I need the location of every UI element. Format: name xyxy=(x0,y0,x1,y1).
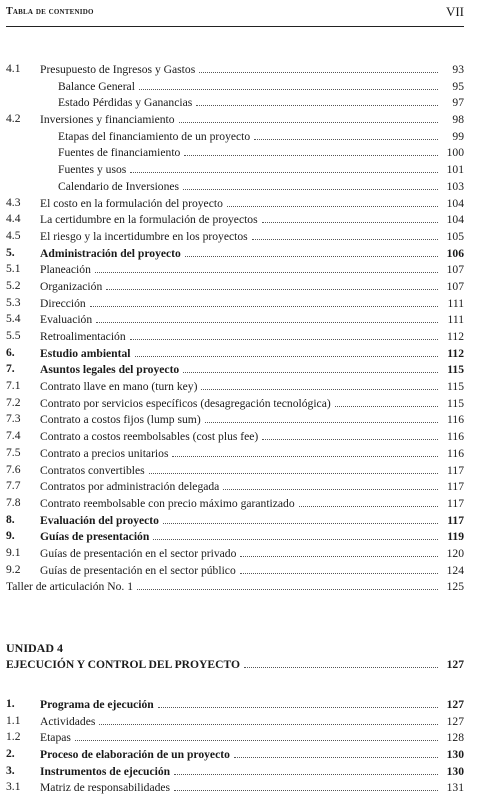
dot-leader xyxy=(199,61,438,73)
toc-entry-number: 5.4 xyxy=(6,312,21,326)
dot-leader xyxy=(184,144,438,156)
toc-entry-page: 98 xyxy=(452,113,464,127)
toc-entry-number: 7.3 xyxy=(6,412,21,426)
unit-heading xyxy=(6,656,464,673)
toc-entry-body xyxy=(40,729,464,747)
toc-entry[interactable] xyxy=(6,696,464,713)
toc-entry-body xyxy=(40,195,464,213)
toc-entry-label: Contrato llave en mano (turn key) xyxy=(40,379,199,396)
toc-entry-body xyxy=(40,545,464,563)
toc-entry-page: 127 xyxy=(446,698,464,711)
toc-entry-body xyxy=(40,478,464,496)
toc-entry-page: 116 xyxy=(447,430,464,444)
toc-entry-label: Matriz de responsabilidades xyxy=(40,780,172,797)
toc-entry-label: Etapas del financiamiento de un proyecto xyxy=(58,129,252,146)
toc-entry-number: 7.2 xyxy=(6,395,21,409)
toc-entry-label: El costo en la formulación del proyecto xyxy=(40,196,225,213)
toc-entry-body xyxy=(40,746,464,764)
toc-entry-body xyxy=(40,445,464,463)
dot-leader xyxy=(183,178,438,190)
toc-entry-label: Contrato reembolsable con precio máximo garantizado xyxy=(40,496,297,513)
toc-entry-number: 5.3 xyxy=(6,295,21,309)
toc-entry-number: 7.1 xyxy=(6,379,21,393)
dot-leader xyxy=(299,495,438,507)
toc-entry[interactable] xyxy=(6,245,464,262)
dot-leader xyxy=(244,656,438,668)
dot-leader xyxy=(262,211,438,223)
toc-entry[interactable] xyxy=(6,763,464,780)
toc-entry-label: Taller de articulación No. 1 xyxy=(6,579,135,596)
toc-entry[interactable] xyxy=(6,195,464,212)
toc-entry-label: Administración del proyecto xyxy=(40,246,183,263)
toc-entry-body xyxy=(40,295,464,313)
toc-entry[interactable] xyxy=(6,311,464,328)
toc-entry[interactable] xyxy=(6,161,464,178)
dot-leader xyxy=(90,295,438,307)
dot-leader xyxy=(106,278,438,290)
toc-entry[interactable] xyxy=(6,345,464,362)
toc-entry-body xyxy=(40,495,464,513)
toc-entry[interactable] xyxy=(6,144,464,161)
page-header xyxy=(6,4,464,27)
toc-entry-number: 1.2 xyxy=(6,730,21,744)
toc-entry-body xyxy=(40,528,464,546)
toc-entry-number: 4.4 xyxy=(6,212,21,226)
dot-leader xyxy=(99,713,438,725)
toc-entry-page: 97 xyxy=(452,96,464,110)
dot-leader xyxy=(130,161,438,173)
toc-entry[interactable] xyxy=(6,78,464,95)
toc-entry-label: Dirección xyxy=(40,296,88,313)
toc-entry-page: 115 xyxy=(447,363,464,377)
toc-entry-number: 3. xyxy=(6,763,15,777)
toc-entry-page: 117 xyxy=(447,496,464,510)
toc-entry-label: Contrato por servicios específicos (desagregación tecnológica) xyxy=(40,396,333,413)
toc-entry-page: 101 xyxy=(446,163,464,177)
dot-leader xyxy=(149,462,438,474)
toc-entry-body xyxy=(58,161,464,179)
toc-entry-body xyxy=(58,78,464,96)
toc-entry-page: 107 xyxy=(446,279,464,293)
toc-entry-label: Presupuesto de Ingresos y Gastos xyxy=(40,62,197,79)
toc-entry[interactable] xyxy=(6,495,464,512)
dot-leader xyxy=(96,311,438,323)
toc-entry-body xyxy=(40,278,464,296)
dot-leader xyxy=(172,445,438,457)
toc-entry[interactable] xyxy=(6,578,464,595)
dot-leader xyxy=(130,328,438,340)
toc-entry-number: 7.8 xyxy=(6,495,21,509)
toc-entry-label: EJECUCIÓN Y CONTROL DEL PROYECTO xyxy=(6,657,242,674)
toc-entry-label: Guías de presentación xyxy=(40,529,151,546)
toc-entry[interactable] xyxy=(6,261,464,278)
toc-entry-label: Asuntos legales del proyecto xyxy=(40,362,181,379)
toc-entry-body xyxy=(40,111,464,129)
toc-entry-unit[interactable] xyxy=(6,656,464,673)
toc-entry-label: Inversiones y financiamiento xyxy=(40,112,177,129)
dot-leader xyxy=(254,128,438,140)
dot-leader xyxy=(153,528,438,540)
toc-entry-body xyxy=(58,144,464,162)
dot-leader xyxy=(240,545,438,557)
toc-entry-body xyxy=(40,395,464,413)
toc-entry-number: 8. xyxy=(6,512,15,526)
toc-entry[interactable] xyxy=(6,328,464,345)
toc-entry-page: 112 xyxy=(447,346,464,360)
toc-entry-page: 131 xyxy=(446,781,464,795)
dot-leader xyxy=(223,478,438,490)
toc-entry-label: Etapas xyxy=(40,730,73,747)
toc-entry-label: Estado Pérdidas y Ganancias xyxy=(58,95,194,112)
toc-entry-page: 130 xyxy=(446,764,464,778)
toc-entry-page: 125 xyxy=(446,580,464,594)
toc-entry-number: 3.1 xyxy=(6,780,21,794)
toc-entry[interactable] xyxy=(6,211,464,228)
toc-entry-number: 6. xyxy=(6,345,15,359)
toc-entry[interactable] xyxy=(6,295,464,312)
toc-entry-page: 103 xyxy=(446,179,464,193)
toc-entry-number: 2. xyxy=(6,747,15,761)
toc-entry-number: 4.5 xyxy=(6,228,21,242)
toc-entry-body xyxy=(40,345,464,363)
toc-entry-number: 9.1 xyxy=(6,545,21,559)
toc-entry-page: 104 xyxy=(446,213,464,227)
dot-leader xyxy=(183,361,438,373)
toc-entry-label: Contrato a costos fijos (lump sum) xyxy=(40,412,203,429)
toc-entry[interactable] xyxy=(6,746,464,763)
toc-entry[interactable] xyxy=(6,94,464,111)
toc-entry[interactable] xyxy=(6,61,464,78)
toc-entry-page: 117 xyxy=(447,480,464,494)
toc-entry-body xyxy=(40,696,464,714)
toc-entry[interactable] xyxy=(6,361,464,378)
toc-entry[interactable] xyxy=(6,779,464,796)
toc-entry-page: 130 xyxy=(446,748,464,762)
dot-leader xyxy=(174,763,438,775)
dot-leader xyxy=(75,729,438,741)
toc-entry-label: Fuentes y usos xyxy=(58,162,128,179)
toc-entry-body xyxy=(40,61,464,79)
toc-entry-body xyxy=(40,512,464,530)
toc-entry-number: 4.3 xyxy=(6,195,21,209)
toc-entry-body xyxy=(40,779,464,797)
toc-entry[interactable] xyxy=(6,111,464,128)
toc-entry[interactable] xyxy=(6,562,464,579)
toc-entry-body xyxy=(58,178,464,196)
toc-entry-number: 4.2 xyxy=(6,112,21,126)
toc-entry-body xyxy=(40,713,464,731)
toc-entry[interactable] xyxy=(6,278,464,295)
toc-entry-number: 7. xyxy=(6,362,15,376)
toc-entry-body xyxy=(40,361,464,379)
toc-entry[interactable] xyxy=(6,378,464,395)
toc-entry-page: 93 xyxy=(452,63,464,76)
toc-entry[interactable] xyxy=(6,128,464,145)
toc-entry[interactable] xyxy=(6,411,464,428)
dot-leader xyxy=(234,746,438,758)
toc-entry-number: 5.5 xyxy=(6,329,21,342)
toc-entry-label: Planeación xyxy=(40,262,93,279)
toc-entry-page: 127 xyxy=(446,714,464,728)
toc-entry-label: Balance General xyxy=(58,79,137,96)
dot-leader xyxy=(95,261,438,273)
toc-entry[interactable] xyxy=(6,178,464,195)
toc-entry-label: Evaluación del proyecto xyxy=(40,513,161,530)
toc-entry-label: Actividades xyxy=(40,714,97,731)
dot-leader xyxy=(335,395,438,407)
toc-entry-page: 115 xyxy=(447,380,464,394)
toc-entry[interactable] xyxy=(6,528,464,545)
toc-entry-number: 5.2 xyxy=(6,278,21,292)
toc-entry-number: 7.4 xyxy=(6,429,21,443)
toc-entry-body xyxy=(6,578,464,596)
toc-entry-number: 7.6 xyxy=(6,462,21,476)
dot-leader xyxy=(179,111,438,123)
toc-entry-number: 4.1 xyxy=(6,62,21,75)
dot-leader xyxy=(252,228,438,240)
dot-leader xyxy=(196,94,438,106)
toc-entry-page: 107 xyxy=(446,263,464,277)
toc-entry-number: 1. xyxy=(6,697,15,710)
toc-entry-label: Guías de presentación en el sector público xyxy=(40,563,238,580)
toc-entry-label: Estudio ambiental xyxy=(40,346,133,363)
toc-entry[interactable] xyxy=(6,445,464,462)
toc-entry[interactable] xyxy=(6,395,464,412)
toc-entry-number: 5.1 xyxy=(6,262,21,276)
toc-section-unit-3 xyxy=(6,61,464,595)
toc-entry-label: Contrato a costos reembolsables (cost plus fee) xyxy=(40,429,260,446)
toc-entry-page: 127 xyxy=(446,658,464,671)
toc-entry-label: Retroalimentación xyxy=(40,329,128,346)
toc-entry-body xyxy=(40,211,464,229)
toc-entry-page: 104 xyxy=(446,196,464,210)
toc-entry-page: 105 xyxy=(446,229,464,243)
toc-entry-page: 106 xyxy=(446,246,464,260)
toc-entry-number: 5. xyxy=(6,245,15,259)
toc-entry-label: Contratos por administración delegada xyxy=(40,479,221,496)
page-number: VII xyxy=(445,4,464,19)
toc-entry-label: Evaluación xyxy=(40,312,94,329)
toc-entry-page: 111 xyxy=(447,313,464,327)
toc-entry-page: 128 xyxy=(446,731,464,745)
dot-leader xyxy=(240,562,438,574)
dot-leader xyxy=(135,345,438,357)
toc-section-unit-4 xyxy=(6,696,464,796)
dot-leader xyxy=(227,195,438,207)
running-title: Tabla de contenido xyxy=(6,6,94,17)
toc-entry-body xyxy=(58,128,464,146)
toc-entry-body xyxy=(40,245,464,263)
toc-entry-page: 99 xyxy=(452,129,464,143)
toc-entry-number: 9. xyxy=(6,529,15,543)
toc-entry-page: 117 xyxy=(447,513,464,527)
toc-entry-body xyxy=(40,462,464,480)
toc-entry-page: 117 xyxy=(447,463,464,477)
dot-leader xyxy=(262,428,438,440)
dot-leader xyxy=(185,245,438,257)
toc-entry-number: 7.7 xyxy=(6,479,21,493)
dot-leader xyxy=(174,779,438,791)
toc-entry[interactable] xyxy=(6,729,464,746)
toc-entry-number: 1.1 xyxy=(6,713,21,727)
toc-entry-label: Contratos convertibles xyxy=(40,463,147,480)
toc-entry-page: 116 xyxy=(447,446,464,460)
toc-entry[interactable] xyxy=(6,428,464,445)
toc-entry[interactable] xyxy=(6,478,464,495)
dot-leader xyxy=(139,78,438,90)
dot-leader xyxy=(201,378,438,390)
dot-leader xyxy=(163,512,438,524)
toc-entry-label: Fuentes de financiamiento xyxy=(58,145,182,162)
dot-leader xyxy=(205,411,438,423)
toc-entry-body xyxy=(40,311,464,329)
toc-entry-body xyxy=(40,328,464,346)
toc-entry[interactable] xyxy=(6,462,464,479)
toc-entry-label: La certidumbre en la formulación de proyectos xyxy=(40,212,260,229)
dot-leader xyxy=(137,578,438,590)
toc-entry-page: 112 xyxy=(447,330,464,343)
toc-entry[interactable] xyxy=(6,228,464,245)
toc-entry-number: 9.2 xyxy=(6,562,21,576)
toc-entry-body xyxy=(40,428,464,446)
toc-entry-body xyxy=(58,94,464,112)
toc-entry-page: 119 xyxy=(447,530,464,544)
toc-entry-page: 100 xyxy=(446,146,464,160)
toc-entry-body xyxy=(40,411,464,429)
toc-entry-page: 95 xyxy=(452,79,464,93)
toc-entry-page: 124 xyxy=(446,563,464,577)
dot-leader xyxy=(158,696,438,708)
toc-entry-label: El riesgo y la incertidumbre en los proyectos xyxy=(40,229,250,246)
toc-entry-label: Proceso de elaboración de un proyecto xyxy=(40,747,232,764)
toc-entry-label: Organización xyxy=(40,279,104,296)
toc-entry-body xyxy=(40,763,464,781)
toc-entry-page: 115 xyxy=(447,396,464,410)
toc-entry-label: Programa de ejecución xyxy=(40,697,156,714)
toc-entry-body xyxy=(40,562,464,580)
toc-entry-number: 7.5 xyxy=(6,445,21,459)
toc-entry[interactable] xyxy=(6,512,464,529)
toc-entry-label: Contrato a precios unitarios xyxy=(40,446,170,463)
toc-entry[interactable] xyxy=(6,713,464,730)
toc-entry[interactable] xyxy=(6,545,464,562)
toc-entry-page: 116 xyxy=(447,413,464,427)
toc-entry-label: Guías de presentación en el sector privado xyxy=(40,546,238,563)
unit-label: UNIDAD 4 xyxy=(6,641,63,655)
toc-entry-body xyxy=(40,228,464,246)
toc-entry-label: Instrumentos de ejecución xyxy=(40,764,172,781)
toc-entry-label: Calendario de Inversiones xyxy=(58,179,181,196)
toc-entry-body xyxy=(40,261,464,279)
toc-entry-body xyxy=(40,378,464,396)
toc-entry-page: 120 xyxy=(446,546,464,560)
toc-entry-page: 111 xyxy=(447,296,464,310)
